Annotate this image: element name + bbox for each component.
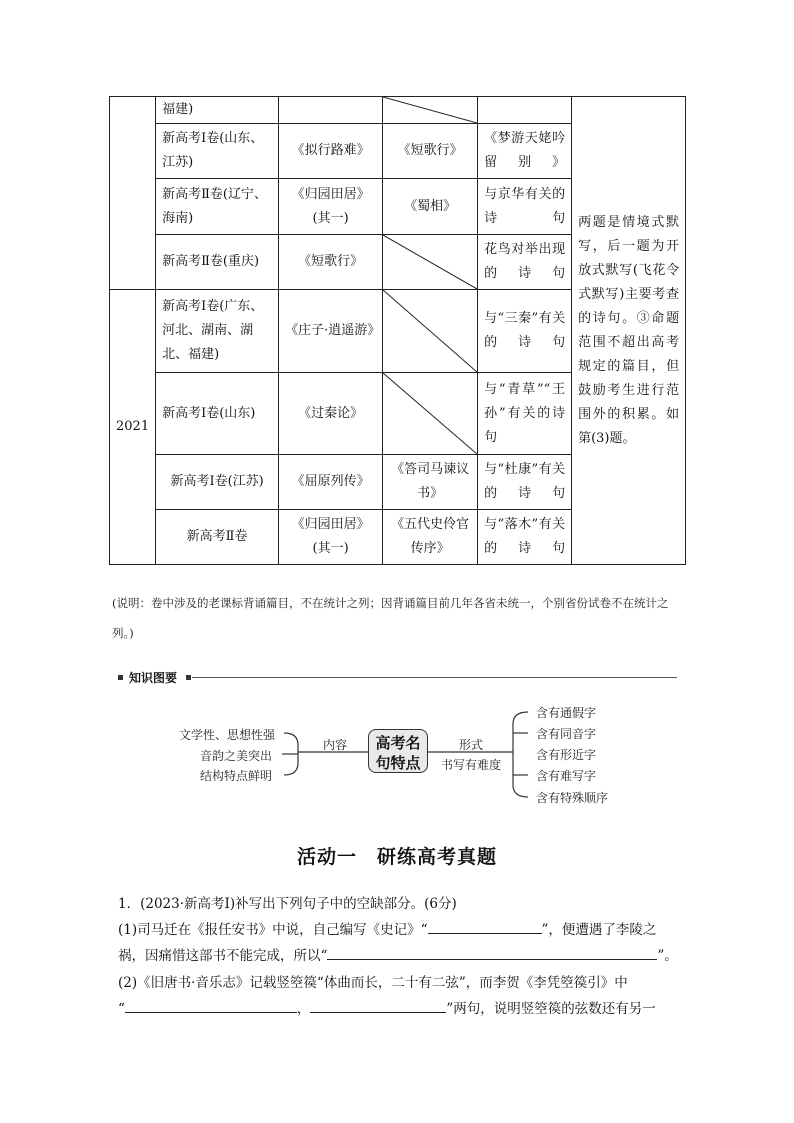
paper-cell: 新高考Ⅱ卷 [156,510,279,565]
paper-cell: 新高考Ⅱ卷(重庆) [156,235,279,290]
right-item: 含有同音字 [536,727,597,741]
text-a-cell: 《短歌行》 [279,235,383,290]
text-c-cell: 与“杜康”有关的诗句 [478,455,572,510]
text-c-cell: 与“三秦”有关的诗句 [478,290,572,373]
paper-cell: 新高考Ⅰ卷(山东、江苏) [156,124,279,179]
text-b-cell: 《答司马谏议书》 [383,455,478,510]
right-item: 含有通假字 [536,706,597,720]
text-a-cell: 《庄子·逍遥游》 [279,290,383,373]
text-a-cell: 《归园田居》(其一) [279,179,383,235]
section-title: 活动一 研练高考真题 [296,846,497,868]
left-item: 结构特点鲜明 [200,769,273,783]
question-line: (1)司马迁在《报任安书》中说，自己编写《史记》“ ”，便遭遇了李陵之 [118,917,678,943]
paper-cell: 新高考Ⅰ卷(广东、河北、湖南、湖北、福建) [156,290,279,373]
left-label: 内容 [323,738,348,752]
question-head: 1．(2023·新高考Ⅰ)补写出下列句子中的空缺部分。(6分) [118,896,457,912]
left-item: 音韵之美突出 [200,749,273,763]
text-c-cell: 与京华有关的诗句 [478,179,572,235]
question-line: “ ， ”两句，说明竖箜篌的弦数还有另一 [118,996,678,1022]
answer-blank[interactable] [125,996,297,1013]
paper-cell: 福建) [156,97,279,124]
note-cell: 两题是情境式默写，后一题为开放式默写(飞花令式默写)主要考查的诗句。③命题范围不超出高考规定的篇目，但鼓励考生进行范围外的积累。如第(3)题。 [572,97,686,565]
text-b-cell: 《五代史伶官传序》 [383,510,478,565]
text-a-cell: 《拟行路难》 [279,124,383,179]
answer-blank[interactable] [428,917,542,934]
knowledge-map-title: 知识图要 [129,671,178,685]
right-sublabel: 书写有难度 [441,758,502,772]
question-line: (2)《旧唐书·音乐志》记载竖箜篌“体曲而长，二十有二弦”，而李贺《李凭箜篌引》中 [118,975,628,991]
text-b-cell: 《蜀相》 [383,179,478,235]
text-c-cell: 《梦游天姥吟留别》 [478,124,572,179]
text-c-cell: 花鸟对举出现的诗句 [478,235,572,290]
text-a-cell: 《过秦论》 [279,373,383,455]
paper-cell: 新高考Ⅰ卷(山东) [156,373,279,455]
right-item: 含有特殊顺序 [536,791,609,805]
center-node [368,729,428,773]
text-c-cell: 与“落木”有关的诗句 [478,510,572,565]
right-item: 含有难写字 [536,769,597,783]
table-explanation: (说明：卷中涉及的老课标背诵篇目，不在统计之列；因背诵篇目前几年各省未统一，个别省份试卷不在统计之列。) [112,596,669,640]
right-label: 形式 [459,738,484,752]
text-c-cell: 与“青草”“王孙”有关的诗句 [478,373,572,455]
answer-blank[interactable] [327,943,657,960]
right-item: 含有形近字 [536,748,597,762]
text-a-cell: 《屈原列传》 [279,455,383,510]
paper-cell: 新高考Ⅰ卷(江苏) [156,455,279,510]
year-cell: 2021 [110,290,156,565]
question-line: 祸，因痛惜这部书不能完成，所以“ ”。 [118,943,678,969]
center-line: 句特点 [375,754,421,772]
center-line: 高考名 [375,734,421,752]
text-a-cell: 《归园田居》(其一) [279,510,383,565]
left-item: 文学性、思想性强 [179,728,276,742]
answer-blank[interactable] [310,996,446,1013]
text-b-cell: 《短歌行》 [383,124,478,179]
paper-cell: 新高考Ⅱ卷(辽宁、海南) [156,179,279,235]
